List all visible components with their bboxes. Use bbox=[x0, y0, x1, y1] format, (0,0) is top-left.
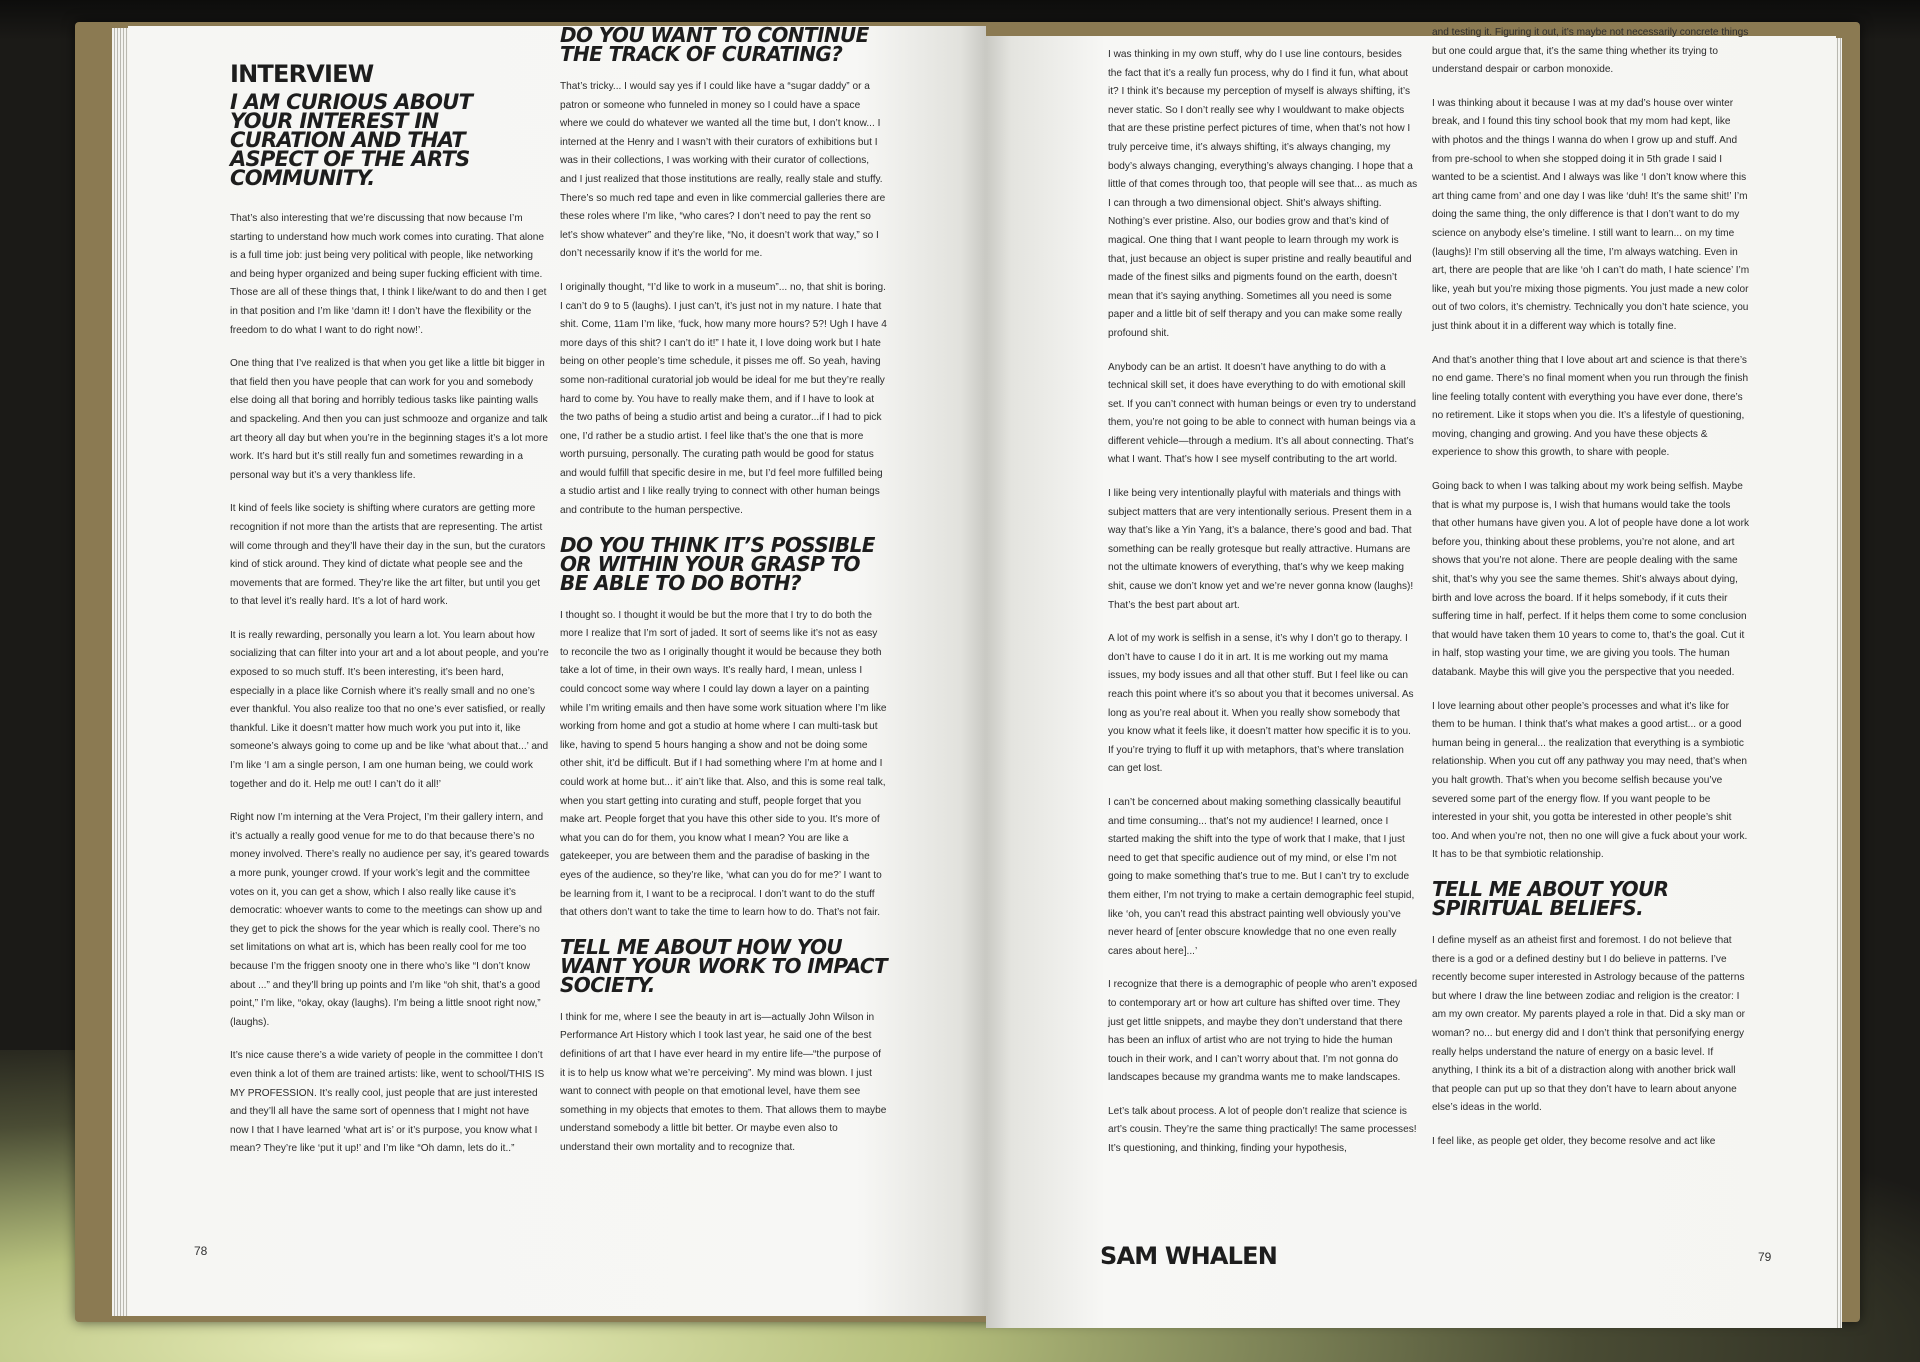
section-label: INTERVIEW bbox=[230, 60, 374, 88]
paragraph: I can’t be concerned about making something classically beautiful and time consuming... that’s not my audience! I learned, once I started making the shift into the type of work that I make, that I just need to get that specific audience out of my mind, or else I’m not going to make something that’s true to me. But I can’t try to exclude them either, I’m not trying to make a certain demographic feel stupid, like ‘oh, you can’t read this abstract painting well obviously you’ve never heard of [enter obscure knowledge that no one even really cares about here]...’ bbox=[1108, 796, 1415, 957]
paragraph: And that’s another thing that I love about art and science is that there’s no end game. There’s no final moment when you run through the finish line feeling totally content with everything you have ever done, there’s no retirement. Like it stops when you die. It’s a lifestyle of questioning, moving, changing and growing. And you have these objects & experience to show this growth, to share with people. bbox=[1432, 354, 1749, 459]
question-heading: TELL ME ABOUT HOW YOU WANT YOUR WORK TO IMPACT SOCIETY. bbox=[560, 934, 888, 997]
paragraph: Anybody can be an artist. It doesn’t have anything to do with a technical skill set, it does have everything to do with emotional skill set. If you can’t connect with human beings or even try to understand them, you’re not going to be able to connect with human beings via a different vehicle—through a medium. It’s all about connecting. That’s what I want. That’s how I see myself contributing to the art world. bbox=[1108, 361, 1417, 466]
paragraph: One thing that I’ve realized is that when you get like a little bit bigger in that field then you have people that can work for you and somebody else doing all that boring and horribly tedious tasks like painting walls and spackeling. And then you can just schmooze and organize and talk art theory all day but when you’re in the beginning stages it’s a lot more work. It’s hard but it’s still really fun and sometimes rewarding in a personal way but it’s a very thankless life. bbox=[230, 358, 548, 481]
question-heading: DO YOU WANT TO CONTINUE THE TRACK OF CURATING? bbox=[560, 23, 869, 66]
main-question-heading: I AM CURIOUS ABOUT YOUR INTEREST IN CURATION AND THAT ASPECT OF THE ARTS COMMUNITY. bbox=[230, 90, 473, 190]
paragraph: I originally thought, “I’d like to work in a museum”... no, that shit is boring. I can’t do 9 to 5 (laughs). I just can’t, it’s just not in my nature. I hate that shit. Come, 11am I’m like, ‘fuck, how many more hours? 5?! Ugh I have 4 more days of this shit? I can’t do it!” I hate it, I love doing work but I hate being on other people’s time schedule, it pisses me off. So yeah, having some non-raditional curatorial job would be ideal for me but they’re really hard to come by. You have to really make them, and if I have to look at the two paths of being a studio artist and being a curator...if I had to pick one, I’d rather be a studio artist. I feel like that’s the one that is more worth pursuing, personally. The curating path would be good for status and would fulfill that specific desire in me, but I’d feel more fulfilled being a studio artist and I like really trying to connect with other human beings and contribute to the human perspective. bbox=[560, 281, 887, 517]
question-heading: DO YOU THINK IT’S POSSIBLE OR WITHIN YOUR GRASP TO BE ABLE TO DO BOTH? bbox=[560, 532, 875, 595]
author-name: SAM WHALEN bbox=[1100, 1242, 1278, 1270]
paragraph: That’s also interesting that we’re discussing that now because I’m starting to understand how much work comes into curating. That alone is a full time job: just being very political with people, like networking and being hyper organized and being super fucking efficient with time. Those are all of these things that, I think I like/want to do and then I get in that position and I’m like ‘damn it! I don’t have the flexibility or the freedom to do what I want to do right now!’. bbox=[230, 213, 547, 336]
paragraph: That’s tricky... I would say yes if I could like have a “sugar daddy” or a patron or someone who funneled in money so I could have a space where we could do whatever we wanted all the time but, I don’t know... I interned at the Henry and I wasn’t with their curators of exhibitions but I was in their collections, I was working with their curator of collections, and I just realized that those institutions are really, really stale and stuffy. There’s so much red tape and even in like commercial galleries there are these roles where I’m like, “who cares? I don’t need to pay the rent so let’s show whatever” and they’re like, “No, it doesn’t work that way,” so I don’t necessarily know if it’s the world for me. bbox=[560, 81, 886, 260]
left-column-2 bbox=[560, 23, 888, 1173]
paragraph: and testing it. Figuring it out, it’s maybe not necessarily concrete things but one could argue that, it’s the same thing whether its trying to understand despair or carbon monoxide. bbox=[1432, 27, 1749, 76]
paragraph: It is really rewarding, personally you learn a lot. You learn about how socializing that can filter into your art and a lot about people, and you’re exposed to so much stuff. It’s been interesting, it’s been hard, especially in a place like Cornish where it’s really small and no one’s ever thankful. You also realize too that no one’s ever satisfied, or really thankful. Like it doesn’t matter how much work you put into it, like someone’s always going to come up and be like ‘what about that...’ and I’m like ‘I am a single person, I am one human being, we could work together and do it. Help me out! I can’t do it all!’ bbox=[230, 629, 549, 790]
paragraph: A lot of my work is selfish in a sense, it’s why I don’t go to therapy. I don’t have to cause I do it in art. It is me working out my mama issues, my body issues and all that other stuff. But I feel like ou can reach this point where it’s so about you that it becomes universal. As long as you’re real about it. When you really show somebody that you know what it feels like, it doesn’t matter how specific it is to you. If you’re trying to fluff it up with metaphors, that’s where translation can get lost. bbox=[1108, 633, 1414, 775]
question-heading: TELL ME ABOUT YOUR SPIRITUAL BELIEFS. bbox=[1432, 876, 1669, 920]
left-page bbox=[128, 23, 986, 1316]
paragraph: It kind of feels like society is shifting where curators are getting more recognition if not more than the artists that are representing. The artist will come through and they’ll have their day in the sun, but the curators kind of stick around. They kind of dictate what people see and the movements that are formed. They’re like the art filter, but until you get to that level it’s really hard. It’s a lot of hard work. bbox=[230, 503, 546, 608]
page-number: 79 bbox=[1758, 1250, 1772, 1264]
right-page bbox=[986, 27, 1836, 1328]
paragraph: Right now I’m interning at the Vera Project, I’m their gallery intern, and it’s actually a really good venue for me to do that because there’s no money involved. There’s really no audience per say, it’s geared towards a more punk, younger crowd. If your work’s legit and the committee votes on it, you can get a show, which I also really like cause it’s democratic: whoever wants to come to the meetings can show up and they get to pick the shows for the year which is really cool. There’s no set limitations on what art is, which has been really cool for me too because I’m the friggen snooty one in there who’s like “I don’t know about ...” and they’ll bring up points and I’m like “oh shit, that’s a good point,” I’m like, “okay, okay (laughs). I’m being a little snoot right now,” (laughs). bbox=[230, 812, 550, 1028]
paragraph: Let’s talk about process. A lot of people don’t realize that science is art’s cousin. They’re the same thing practically! The same processes! It’s questioning, and thinking, finding your hypothesis, bbox=[1108, 1105, 1417, 1155]
paragraph: Going back to when I was talking about my work being selfish. Maybe that is what my purpose is, I wish that humans would take the tools that other humans have given you. A lot of people have done a lot work before you, thinking about these problems, you’re not alone, and art shows that you’re not alone. There are people dealing with the same shit, that’s why you see the same themes. Shit’s always about dying, birth and love across the board. If it helps somebody, if it cuts their suffering time in half, perfect. If it helps them come to some conclusion that would have taken them 10 years to come to, that’s the goal. Cut it in half, stop wasting your time, we are giving you tools. The human databank. Maybe this will give you the perspective that you needed. bbox=[1432, 481, 1750, 678]
paragraph: I feel like, as people get older, they become resolve and act like bbox=[1432, 1135, 1716, 1147]
paragraph: I like being very intentionally playful with materials and things with subject matters that are very intentionally serious. Present them in a way that’s like a Yin Yang, it’s a balance, there’s good and bad. That something can be really grotesque but really attractive. Humans are not the ultimate knowers of everything, that’s why we keep making shit, cause we don’t know yet and we’re never gonna know (laughs)! That’s the best part about art. bbox=[1108, 488, 1414, 611]
paragraph: I thought so. I thought it would be but the more that I try to do both the more I realize that I’m sort of jaded. It sort of seems like it’s not as easy to reconcile the two as I originally thought it would be because they both take a lot of time, in their own ways. It’s really hard, I mean, unless I could concoct some way where I could lay down a layer on a painting while I’m writing emails and then have some work situation where I’m like working from home and got a studio at home where I can multi-task but like, having to spend 5 hours hanging a show and not be doing some other shit, it’d be difficult. But if I had something where I’m at home and I could work at home but... it’ ain’t like that. Also, and this is some real talk, when you start getting into curating and stuff, people forget that you make art. People forget that you have this other side to you. It’s more of what you can do for them, you know what I mean? You are like a gatekeeper, you are between them and the paradise of basking in the eyes of the audience, so they’re like, ‘what can you do for me?’ I want to be learning from it, I want to be a reciprocal. I don’t want to do the stuff that others don’t want to take the time to learn how to do. That’s not fair. bbox=[560, 609, 887, 919]
left-column-1 bbox=[230, 210, 550, 1174]
paragraph: I define myself as an atheist first and foremost. I do not believe that there is a god or a defined destiny but I do believe in patterns. I’ve recently become super interested in Astrology because of the patterns but where I draw the line between zodiac and religion is the creator: I am my own creator. My parents played a role in that. Did a sky man or woman? no... but energy did and I don’t think that personifying energy really helps understand the nature of energy on a basic level. If anything, I think its a bit of a distraction along with another brick wall that people can put up so that they don’t have to learn about anyone else’s ideas in the world. bbox=[1432, 934, 1746, 1114]
paragraph: I love learning about other people’s processes and what it’s like for them to be human. I think that’s what makes a good artist... or a good human being in general... the realization that everything is a symbiotic relationship. When you cut off any pathway you may need, that’s when you halt growth. That’s when you become selfish because you’ve severed some part of the energy flow. If you want people to be interested in your shit, you gotta be interested in other people’s shit too. And when you’re not, then no one will give a fuck about your work. It has to be that symbiotic relationship. bbox=[1432, 700, 1748, 861]
paragraph: I was thinking in my own stuff, why do I use line contours, besides the fact that it’s a really fun process, why do I find it fun, what about it? I think it’s because my perception of myself is always shifting, it’s never static. So I don’t really see why I wouldwant to make objects that are these pristine perfect pictures of time, when that’s not how I truly perceive time, it’s always shifting, it’s always changing, my body’s always changing, everything’s always changing. I hope that a little of that comes through too, that people will see that... as much as I can through a two dimensional object. Shit’s always shifting. Nothing’s ever pristine. Also, our bodies grow and that’s kind of magical. One thing that I want people to learn through my work is that, just because an object is super pristine and really beautiful and made of the finest silks and pigments found on the earth, doesn’t mean that it’s saying anything. Sometimes all you need is some paper and a little bit of self therapy and you can make some really profound shit. bbox=[1108, 49, 1418, 339]
paragraph: I think for me, where I see the beauty in art is—actually John Wilson in Performance Art History which I took last year, he said one of the best definitions of art that I have ever heard in my entire life—“the purpose of it is to help us know what we’re perceiving”. My mind was blown. I just want to connect with people on that emotional level, have them see something in my objects that emotes to them. That allows them to maybe understand somebody a little bit better. Or maybe even also to understand their own mortality and to recognize that. bbox=[560, 1011, 887, 1153]
right-column-2 bbox=[1432, 24, 1750, 1166]
paragraph: It’s nice cause there’s a wide variety of people in the committee I don’t even think a lot of them are trained artists: like, went to school/THIS IS MY PROFESSION. It’s really cool, just people that are just interested and they’ll all have the same sort of openness that I might not have now I that I have learned ‘what art is’ or it’s purpose, you know what I mean? They’re like ‘put it up!’ and I’m like “Oh damn, lets do it..” bbox=[230, 1050, 545, 1155]
paragraph: I was thinking about it because I was at my dad’s house over winter break, and I found this tiny school book that my mom had kept, like with photos and the things I wanna do when I grow up and stuff. And from pre-school to when she stopped doing it in 5th grade I said I wanted to be a scientist. And I always was like ‘I don’t know where this art thing came from’ and one day I was like ‘duh! It’s the same shit!’ I’m doing the same thing, the only difference is that I don’t want to do my science on anybody else’s timeline. I still want to learn... on my time (laughs)! I’m still observing all the time, I’m always watching. Even in art, there are people that are like ‘oh I can’t do math, I hate science’ I’m like, yeah but you’re mixing those pigments. You just made a new color out of two colors, it’s chemistry. Technically you don’t hate science, you just think about it in a different way which is totally fine. bbox=[1432, 97, 1750, 332]
paragraph: I recognize that there is a demographic of people who aren’t exposed to contemporary art or how art culture has shifted over time. They just get little snippets, and maybe they don’t understand that there has been an influx of artist who are not trying to hide the human touch in their work, and I can’t worry about that. I’m not gonna do landscapes because my grandma wants me to make landscapes. bbox=[1108, 979, 1418, 1084]
right-column-1 bbox=[1108, 46, 1418, 1174]
page-number: 78 bbox=[194, 1244, 208, 1258]
